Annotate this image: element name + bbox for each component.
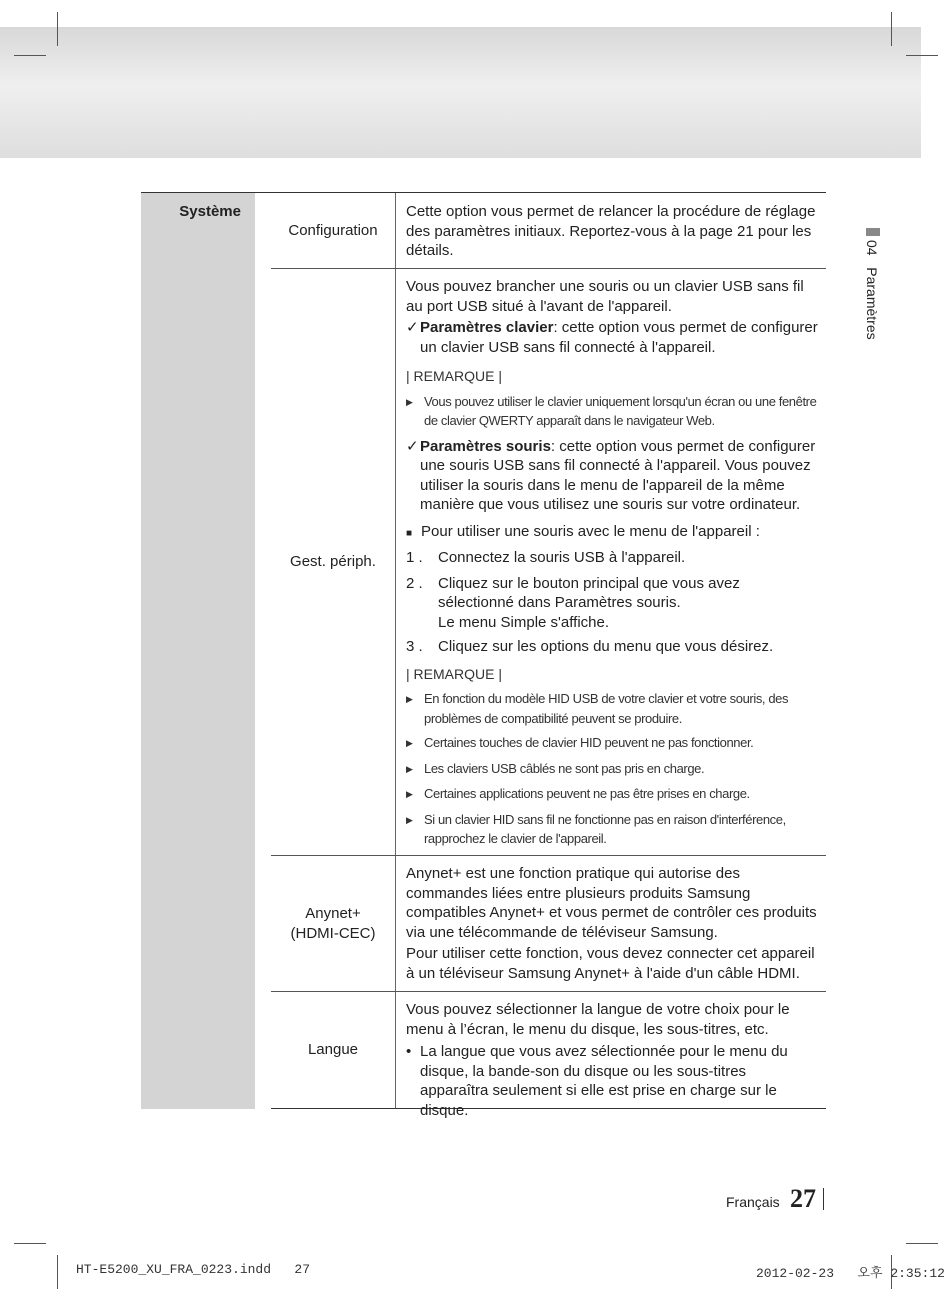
note-text: Certaines touches de clavier HID peuvent ne pas fonctionner. (424, 735, 754, 750)
crop-mark (57, 12, 58, 46)
slug-timestamp: 2012-02-23 오후 2:35:12 (756, 1266, 945, 1281)
dot-bullet-icon: • (406, 1043, 412, 1060)
crop-mark (14, 1243, 46, 1244)
paragraph: Anynet+ est une fonction pratique qui autorise des commandes liées entre plusieurs produits Samsung compatibles Anynet+ et vous permet de contrôler ces produits via une télécommande de téléviseur Samsung. (406, 865, 817, 941)
check-text: : cette option vous permet de configurer un clavier USB sans fil connecté à l'appareil. (420, 319, 818, 356)
chapter-tab-marker (866, 228, 880, 236)
note-item (406, 689, 818, 728)
square-bullet-icon: ■ (406, 527, 413, 539)
note-item (406, 733, 818, 754)
triangle-bullet-icon: ▶ (406, 738, 413, 748)
chapter-tab (860, 240, 880, 340)
row-divider (271, 855, 826, 856)
table-column-divider (395, 193, 396, 1109)
square-item-text: Pour utiliser une souris avec le menu de l'appareil : (421, 522, 760, 540)
paragraph: Vous pouvez sélectionner la langue de votre choix pour le menu à l’écran, le menu du disque, les sous-titres, etc. (406, 1001, 790, 1038)
slug-filename: HT-E5200_XU_FRA_0223.indd 27 (76, 1262, 311, 1277)
triangle-bullet-icon: ▶ (406, 789, 413, 799)
paragraph: Pour utiliser cette fonction, vous devez connecter cet appareil à un téléviseur Samsung Anynet+ à l'aide d'un câble HDMI. (406, 945, 815, 982)
checkmark-icon: ✓ (406, 319, 419, 336)
row-text-gest-periph (406, 277, 818, 849)
section-column (141, 193, 255, 1109)
crop-mark (906, 1243, 938, 1244)
crop-mark (57, 1255, 58, 1289)
row-label-langue: Langue (307, 1041, 359, 1058)
remarque-heading: | REMARQUE | (406, 665, 502, 682)
step-text: Cliquez sur le bouton principal que vous avez sélectionné dans Paramètres souris. (438, 574, 740, 611)
table-top-rule (141, 192, 826, 193)
step-text: Cliquez sur les options du menu que vous désirez. (438, 638, 774, 655)
triangle-bullet-icon: ▶ (406, 694, 413, 704)
triangle-bullet-icon: ▶ (406, 763, 413, 774)
triangle-bullet-icon: ▶ (406, 814, 413, 825)
paragraph: Vous pouvez brancher une souris ou un clavier USB sans fil au port USB situé à l'avant de l'appareil. (406, 278, 804, 315)
row-label-anynet (272, 904, 394, 944)
footer-divider (823, 1188, 824, 1210)
note-text: Certaines applications peuvent ne pas être prises en charge. (424, 786, 750, 801)
check-text: : cette option vous permet de configurer une souris USB sans fil connecté à l'appareil. Vous pouvez utiliser la souris dans le menu de l'appareil de la même manière que vous utilisez une souris sur votre ordinateur. (420, 437, 816, 513)
header-band (0, 27, 921, 158)
chapter-title: Paramètres (864, 267, 880, 340)
note-item (406, 810, 818, 849)
step-item (406, 548, 818, 568)
row-text-langue (406, 1000, 818, 1120)
crop-mark (906, 55, 938, 56)
check-item (406, 318, 818, 357)
crop-mark (14, 55, 46, 56)
chapter-number: 04 (864, 240, 880, 256)
checkmark-icon: ✓ (406, 437, 419, 455)
row-label-line: Anynet+ (305, 905, 361, 922)
row-label-configuration: Configuration (288, 222, 378, 239)
note-item (406, 784, 818, 805)
row-divider (271, 268, 826, 269)
note-text: Si un clavier HID sans fil ne fonctionne pas en raison d'interférence, rapprochez le clavier de l'appareil. (424, 811, 786, 846)
note-item (406, 392, 818, 431)
step-item (406, 574, 818, 633)
bullet-text: La langue que vous avez sélectionnée pour le menu du disque, la bande-son du disque ou les sous-titres apparaîtra seulement si elle est prise en charge sur le disque. (420, 1043, 788, 1119)
square-item (406, 522, 818, 544)
page-number: 27 (790, 1184, 816, 1213)
row-text-configuration (406, 202, 818, 261)
step-number: 1 . (406, 549, 423, 566)
step-item (406, 637, 818, 657)
crop-mark (891, 12, 892, 46)
note-text: En fonction du modèle HID USB de votre clavier et votre souris, des problèmes de compatibilité peuvent se produire. (424, 691, 789, 726)
check-item (406, 437, 818, 515)
row-text-anynet (406, 864, 818, 983)
row-label-line: (HDMI-CEC) (290, 925, 376, 942)
row-divider (271, 991, 826, 992)
bullet-item (406, 1042, 818, 1120)
step-subtext: Le menu Simple s'affiche. (438, 613, 610, 631)
check-title: Paramètres souris (420, 437, 551, 455)
step-number: 2 . (406, 574, 423, 592)
note-text: Vous pouvez utiliser le clavier uniquement lorsqu'un écran ou une fenêtre de clavier QWERTY apparaît dans le navigateur Web. (424, 393, 817, 428)
step-text: Connectez la souris USB à l'appareil. (438, 549, 686, 566)
paragraph: Cette option vous permet de relancer la procédure de réglage des paramètres initiaux. Reportez-vous à la page 21 pour les détails. (406, 203, 816, 259)
row-label-gest-periph: Gest. périph. (290, 553, 376, 570)
remarque-heading: | REMARQUE | (406, 368, 502, 384)
triangle-bullet-icon: ▶ (406, 396, 413, 407)
check-title: Paramètres clavier (420, 319, 554, 336)
step-number: 3 . (406, 638, 423, 655)
note-text: Les claviers USB câblés ne sont pas pris en charge. (424, 760, 705, 776)
footer-language: Français (726, 1194, 780, 1210)
section-label: Système (179, 203, 241, 220)
note-item (406, 759, 818, 780)
